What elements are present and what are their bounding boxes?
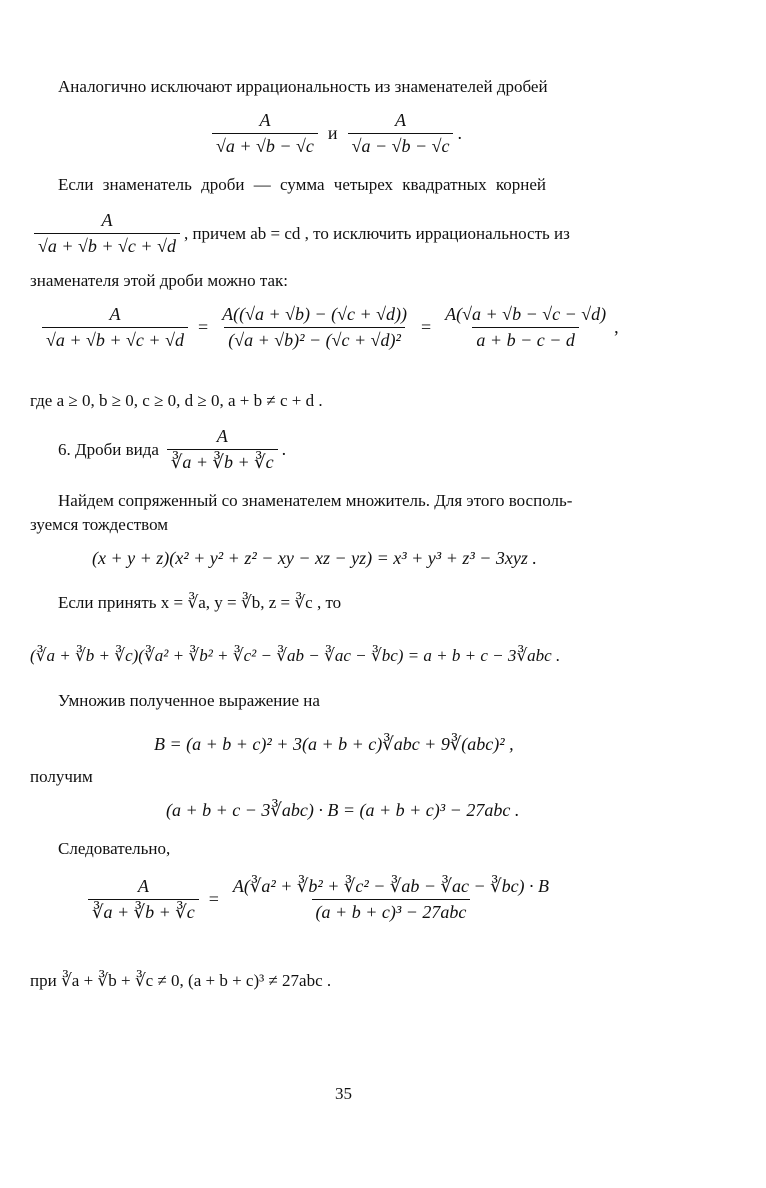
denominator: (a + b + c)³ − 27abc [312, 899, 471, 923]
formula-final-fraction [84, 876, 557, 923]
page-number: 35 [335, 1084, 352, 1103]
paragraph-line: Если знаменатель дроби — сумма четырех квадратных корней [58, 175, 546, 194]
formula-rationalize-four [38, 304, 619, 351]
paragraph-line: зуемся тождеством [30, 515, 169, 534]
formula-two-fractions [208, 110, 462, 157]
numerator: A [109, 304, 121, 324]
section-label: 6. Дроби вида [58, 439, 159, 459]
punctuation: . [457, 123, 462, 143]
punctuation: . [281, 439, 287, 459]
paragraph-line: Следовательно, [58, 839, 171, 858]
denominator: √a + √b + √c + √d [34, 233, 180, 257]
numerator: A(∛a² + ∛b² + ∛c² − ∛ab − ∛ac − ∛bc) · B [232, 876, 550, 896]
formula-cube-expansion: (∛a + ∛b + ∛c)(∛a² + ∛b² + ∛c² − ∛ab − ∛ac − ∛bc) = a + b + c − 3∛abc . [30, 646, 561, 665]
denominator: (√a + √b)² − (√c + √d)² [224, 327, 405, 351]
equals-sign: = [197, 317, 209, 337]
denominator: √a + √b − √c [212, 133, 318, 157]
denominator: ∛a + ∛b + ∛c [88, 899, 199, 923]
denominator: √a + √b + √c + √d [42, 327, 188, 351]
paragraph-line: где a ≥ 0, b ≥ 0, c ≥ 0, d ≥ 0, a + b ≠ c + d . [30, 391, 323, 410]
paragraph-line: получим [30, 767, 93, 786]
punctuation: , [614, 317, 619, 337]
fraction [42, 304, 188, 351]
paragraph-line: знаменателя этой дроби можно так: [30, 271, 288, 290]
fraction [167, 426, 278, 473]
fraction [218, 304, 411, 351]
fraction [88, 876, 199, 923]
fraction [212, 110, 318, 157]
paragraph-line: Умножив полученное выражение на [58, 691, 320, 710]
paragraph-line: Аналогично исключают иррациональность из знаменателей дробей [58, 77, 548, 96]
formula-identity: (x + y + z)(x² + y² + z² − xy − xz − yz) = x³ + y³ + z³ − 3xyz . [92, 548, 537, 568]
numerator: A((√a + √b) − (√c + √d)) [222, 304, 408, 324]
formula-b-definition: B = (a + b + c)² + 3(a + b + c)∛abc + 9∛(abc)² , [154, 734, 514, 754]
conjunction: и [327, 123, 338, 143]
numerator: A(√a + √b − √c − √d) [445, 304, 607, 324]
numerator: A [259, 110, 271, 130]
numerator: A [395, 110, 407, 130]
formula-cube-root-fraction [58, 426, 286, 473]
equals-sign: = [421, 317, 432, 337]
numerator: A [101, 210, 113, 230]
paragraph-line: при ∛a + ∛b + ∛c ≠ 0, (a + b + c)³ ≠ 27abc . [30, 971, 332, 990]
fraction [441, 304, 610, 351]
inline-text: , причем ab = cd , то исключить иррациональность из [183, 223, 570, 243]
fraction [348, 110, 454, 157]
paragraph-line: Если принять x = ∛a, y = ∛b, z = ∛c , то [58, 593, 342, 612]
numerator: A [216, 426, 228, 446]
denominator: ∛a + ∛b + ∛c [167, 449, 278, 473]
denominator: √a − √b − √c [348, 133, 454, 157]
formula-four-roots [30, 210, 570, 257]
numerator: A [137, 876, 149, 896]
equals-sign: = [208, 889, 219, 909]
fraction [229, 876, 553, 923]
formula-product: (a + b + c − 3∛abc) · B = (a + b + c)³ − 27abc . [166, 800, 520, 820]
fraction [34, 210, 180, 257]
denominator: a + b − c − d [472, 327, 578, 351]
paragraph-line: Найдем сопряженный со знаменателем множитель. Для этого восполь- [58, 491, 573, 510]
